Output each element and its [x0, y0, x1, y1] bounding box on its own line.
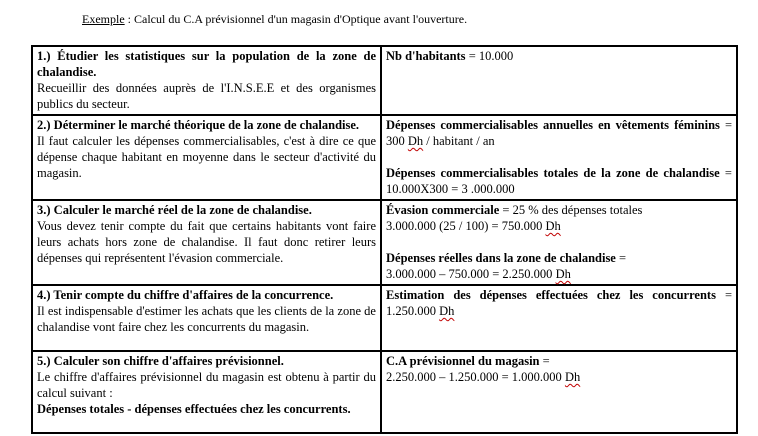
calculation-label: Nb d'habitants: [386, 49, 466, 63]
calculation-label: Dépenses commercialisables totales de la zone de chalandise: [386, 166, 720, 180]
calculation-line: [386, 117, 732, 149]
calculation-line: [386, 287, 732, 319]
spacer: [386, 149, 732, 165]
step-description: Il faut calculer les dépenses commercialisables, c'est à dire ce que dépense chaque habitant en moyenne dans le secteur d'activité du magasin.: [37, 134, 376, 180]
step-title: 3.) Calculer le marché réel de la zone de chalandise.: [37, 203, 312, 217]
calculation-value: =: [539, 354, 550, 368]
calculation-cell: [381, 351, 737, 433]
calculation-cell: [381, 200, 737, 285]
step-cell: [32, 46, 381, 115]
spacer: [386, 234, 732, 250]
calculation-label: Dépenses réelles dans la zone de chalandise: [386, 251, 616, 265]
calculation-label: Dépenses commercialisables annuelles en vêtements féminins: [386, 118, 720, 132]
calculation-value: 3.000.000 (25 / 100) = 750.000: [386, 219, 546, 233]
calculation-value: =: [615, 251, 627, 265]
calculation-line: [386, 353, 732, 369]
calculation-line: [386, 218, 732, 234]
step-cell: [32, 115, 381, 200]
currency-unit: Dh: [407, 134, 424, 148]
calculation-value: 2.250.000 – 1.250.000 = 1.000.000: [386, 370, 565, 384]
step-cell: [32, 351, 381, 433]
calculation-line: [386, 266, 732, 282]
step-title: 4.) Tenir compte du chiffre d'affaires de la concurrence.: [37, 288, 334, 302]
calculation-label: Évasion commerciale: [386, 203, 500, 217]
currency-unit: Dh: [564, 370, 581, 384]
step-cell: [32, 200, 381, 285]
table-row: [32, 351, 737, 433]
forecast-table: [31, 45, 738, 434]
calculation-cell: [381, 46, 737, 115]
currency-unit: Dh: [545, 219, 561, 233]
table-row: [32, 285, 737, 351]
calculation-label: Estimation des dépenses effectuées chez les concurrents: [386, 288, 716, 302]
step-description: Le chiffre d'affaires prévisionnel du magasin est obtenu à partir du calcul suivant :: [37, 370, 376, 400]
calculation-value: = 300: [386, 118, 733, 148]
step-description: Vous devez tenir compte du fait que certains habitants vont faire leurs achats hors zone de chalandise. Il faut donc retirer leurs dépenses qui représentent l'évasion commerciale.: [37, 219, 376, 265]
currency-unit: Dh: [439, 304, 455, 318]
step-description: Recueillir des données auprès de l'I.N.S.E.E et des organismes publics du secteur.: [37, 81, 376, 111]
calculation-line: [386, 165, 732, 197]
calculation-label: C.A prévisionnel du magasin: [386, 354, 540, 368]
step-title: 2.) Déterminer le marché théorique de la zone de chalandise.: [37, 118, 360, 132]
calculation-value: / habitant / an: [423, 134, 495, 148]
calculation-line: [386, 369, 732, 385]
calculation-cell: [381, 115, 737, 200]
calculation-line: [386, 250, 732, 266]
calculation-line: [386, 202, 732, 218]
step-title: 1.) Étudier les statistiques sur la population de la zone de chalandise.: [37, 49, 376, 79]
table-row: [32, 200, 737, 285]
calculation-value: = 1.250.000: [386, 288, 732, 318]
step-title: 5.) Calculer son chiffre d'affaires prévisionnel.: [37, 354, 284, 368]
calculation-value: = 10.000: [465, 49, 514, 63]
step-formula: Dépenses totales - dépenses effectuées chez les concurrents.: [37, 402, 351, 416]
calculation-line: [386, 48, 732, 64]
step-description: Il est indispensable d'estimer les achats que les clients de la zone de chalandise vont faire chez les concurrents du magasin.: [37, 304, 376, 334]
caption-label: Exemple: [82, 12, 125, 26]
step-cell: [32, 285, 381, 351]
currency-unit: Dh: [555, 267, 571, 281]
caption-text: : Calcul du C.A prévisionnel d'un magasin d'Optique avant l'ouverture.: [124, 12, 468, 26]
example-caption: [82, 12, 467, 27]
table-row: [32, 115, 737, 200]
calculation-cell: [381, 285, 737, 351]
calculation-value: = 25 % des dépenses totales: [499, 203, 643, 217]
calculation-value: 3.000.000 – 750.000 = 2.250.000: [386, 267, 556, 281]
table-row: [32, 46, 737, 115]
calculation-value: = 10.000X300 = 3 .000.000: [386, 166, 732, 196]
